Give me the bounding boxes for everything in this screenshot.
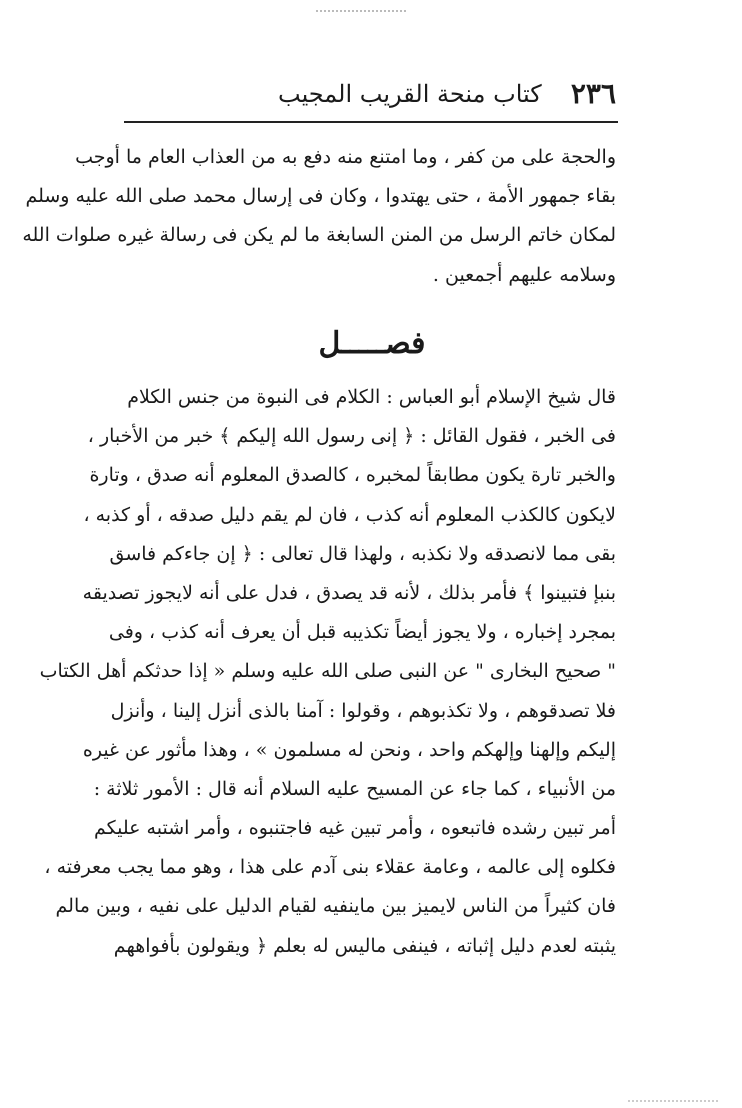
text-line: يثبته لعدم دليل إثباته ، فينفى ماليس له بعلم ﴿ ويقولون بأفواههم xyxy=(113,934,616,957)
text-line: بنبإ فتبينوا ﴾ فأمر بذلك ، لأنه قد يصدق ، فدل على أنه لايجوز تصديقه xyxy=(82,581,616,604)
text-line: فان كثيراً من الناس لايميز بين ماينفيه لقيام الدليل على نفيه ، وبين مالم xyxy=(55,895,616,918)
text-line: فكلوه إلى عالمه ، وعامة عقلاء بنى آدم على هذا ، وهو مما يجب معرفته ، xyxy=(44,856,616,879)
text-line: وسلامه عليهم أجمعين . xyxy=(432,263,616,286)
text-line: أمر تبين رشده فاتبعوه ، وأمر تبين غيه فاجتنبوه ، وأمر اشتبه عليكم xyxy=(94,817,616,840)
section-paragraph xyxy=(39,378,616,966)
intro-paragraph xyxy=(22,138,616,295)
scan-artifact-top xyxy=(316,10,406,12)
text-line: إليكم وإلهنا وإلهكم واحد ، ونحن له مسلمون » ، وهذا مأثور عن غيره xyxy=(82,738,616,761)
text-line: والخبر تارة يكون مطابقاً لمخبره ، كالصدق المعلوم أنه صدق ، وتارة xyxy=(89,464,616,487)
text-line: لايكون كالكذب المعلوم أنه كذب ، فان لم يقم دليل صدقه ، أو كذبه ، xyxy=(83,503,616,526)
text-line: بقاء جمهور الأمة ، حتى يهتدوا ، وكان فى إرسال محمد صلى الله عليه وسلم xyxy=(25,185,616,208)
header-divider xyxy=(124,121,618,123)
page-number: ٢٣٦ xyxy=(570,77,616,110)
scan-artifact-bottom xyxy=(628,1100,718,1102)
text-line: من الأنبياء ، كما جاء عن المسيح عليه السلام أنه قال : الأمور ثلاثة : xyxy=(93,777,616,800)
text-line: فى الخبر ، فقول القائل : ﴿ إنى رسول الله إليكم ﴾ خبر من الأخبار ، xyxy=(87,425,616,448)
book-title: كتاب منحة القريب المجيب xyxy=(278,80,542,108)
section-heading: فصـــــل xyxy=(318,326,426,361)
text-line: بقى مما لانصدقه ولا نكذبه ، ولهذا قال تعالى : ﴿ إن جاءكم فاسق xyxy=(109,542,616,565)
text-line: " صحيح البخارى " عن النبى صلى الله عليه وسلم « إذا حدثكم أهل الكتاب xyxy=(39,660,616,683)
page-header xyxy=(128,74,616,114)
text-line: قال شيخ الإسلام أبو العباس : الكلام فى النبوة من جنس الكلام xyxy=(127,386,616,408)
text-line: فلا تصدقوهم ، ولا تكذبوهم ، وقولوا : آمنا بالذى أنزل إلينا ، وأنزل xyxy=(110,699,616,722)
text-line: لمكان خاتم الرسل من المنن السابغة ما لم يكن فى رسالة غيره صلوات الله xyxy=(22,224,616,247)
text-line: والحجة على من كفر ، وما امتنع منه دفع به من العذاب العام ما أوجب xyxy=(75,146,616,168)
text-line: بمجرد إخباره ، ولا يجوز أيضاً تكذيبه قبل أن يعرف أنه كذب ، وفى xyxy=(108,621,616,644)
